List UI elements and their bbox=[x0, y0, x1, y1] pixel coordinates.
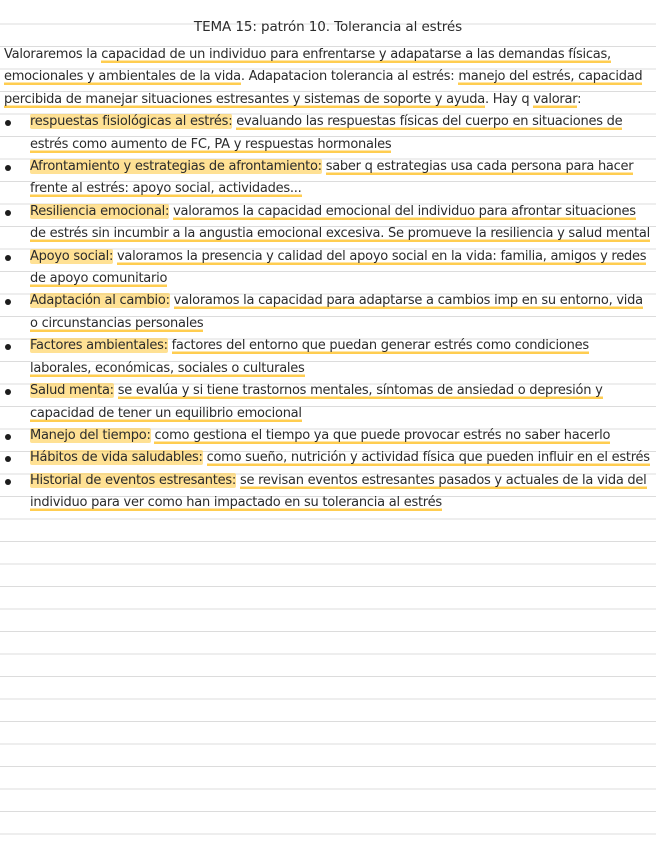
bullet-icon bbox=[5, 456, 11, 462]
list-item bbox=[4, 290, 652, 335]
intro-text-4: : bbox=[577, 91, 582, 107]
intro-highlight-2: manejo del estrés, capacidad percibida de manejar situaciones estresantes y sistemas de soporte y ayuda bbox=[4, 69, 643, 107]
item-text: valoramos la presencia y calidad del apoyo social en la vida: familia, amigos y redes de apoyo comunitario bbox=[30, 248, 647, 287]
bullet-icon bbox=[5, 389, 11, 395]
list-item bbox=[4, 246, 652, 291]
intro-text-3: . Hay q bbox=[484, 91, 534, 107]
page-title: TEMA 15: patrón 10. Tolerancia al estrés bbox=[193, 19, 463, 35]
item-text: valoramos la capacidad para adaptarse a cambios imp en su entorno, vida o circunstancias personales bbox=[30, 293, 643, 331]
item-term: Resiliencia emocional: bbox=[30, 203, 170, 219]
item-term: Factores ambientales: bbox=[30, 338, 168, 354]
item-text: factores del entorno que puedan generar estrés como condiciones laborales, económicas, sociales o culturales bbox=[30, 338, 589, 376]
item-term: Adaptación al cambio: bbox=[30, 293, 170, 309]
list-item bbox=[4, 447, 652, 469]
item-term: Hábitos de vida saludables: bbox=[30, 450, 203, 466]
item-term: Historial de eventos estresantes: bbox=[30, 472, 237, 488]
intro-text-2: . Adapatacion tolerancia al estrés: bbox=[240, 69, 459, 85]
item-term: Manejo del tiempo: bbox=[30, 427, 151, 443]
item-text: saber q estrategias usa cada persona para hacer frente al estrés: apoyo social, actividades... bbox=[30, 159, 634, 197]
bullet-icon bbox=[5, 255, 11, 261]
item-text: se evalúa y si tiene trastornos mentales, síntomas de ansiedad o depresión y capacidad de tener un equilibrio emocional bbox=[30, 383, 603, 421]
item-text: como sueño, nutrición y actividad física que pueden influir en el estrés bbox=[206, 450, 650, 466]
item-text: evaluando las respuestas físicas del cuerpo en situaciones de estrés como aumento de FC, PA y respuestas hormonales bbox=[30, 114, 623, 152]
intro-text-1: Valoraremos la bbox=[4, 47, 102, 62]
bullet-list bbox=[4, 111, 652, 514]
intro-highlight-3: valorar bbox=[533, 91, 578, 107]
item-term: Salud menta: bbox=[30, 383, 114, 399]
item-text: como gestiona el tiempo ya que puede provocar estrés no saber hacerlo bbox=[154, 427, 611, 443]
list-item bbox=[4, 470, 652, 515]
list-item bbox=[4, 201, 652, 246]
item-text: se revisan eventos estresantes pasados y actuales de la vida del individuo para ver como han impactado en su tolerancia al estrés bbox=[30, 472, 647, 511]
bullet-icon bbox=[5, 120, 11, 126]
bullet-icon bbox=[5, 210, 11, 216]
bullet-icon bbox=[5, 299, 11, 305]
list-item bbox=[4, 380, 652, 425]
list-item bbox=[4, 425, 652, 447]
item-text: valoramos la capacidad emocional del individuo para afrontar situaciones de estrés sin incumbir a la angustia emocional excesiva. Se promueve la resiliencia y salud mental bbox=[30, 203, 650, 242]
item-term: Apoyo social: bbox=[30, 248, 114, 264]
item-term: respuestas fisiológicas al estrés: bbox=[30, 114, 233, 130]
list-item bbox=[4, 335, 652, 380]
intro-highlight-1: capacidad de un individuo para enfrentarse y adapatarse a las demandas físicas, emocionales y ambientales de la vida bbox=[4, 47, 611, 85]
item-term: Afrontamiento y estrategias de afrontamiento: bbox=[30, 159, 322, 175]
bullet-icon bbox=[5, 165, 11, 171]
bullet-icon bbox=[5, 434, 11, 440]
intro-paragraph bbox=[4, 44, 652, 111]
list-item bbox=[4, 156, 652, 201]
bullet-icon bbox=[5, 344, 11, 350]
list-item bbox=[4, 111, 652, 156]
bullet-icon bbox=[5, 479, 11, 485]
